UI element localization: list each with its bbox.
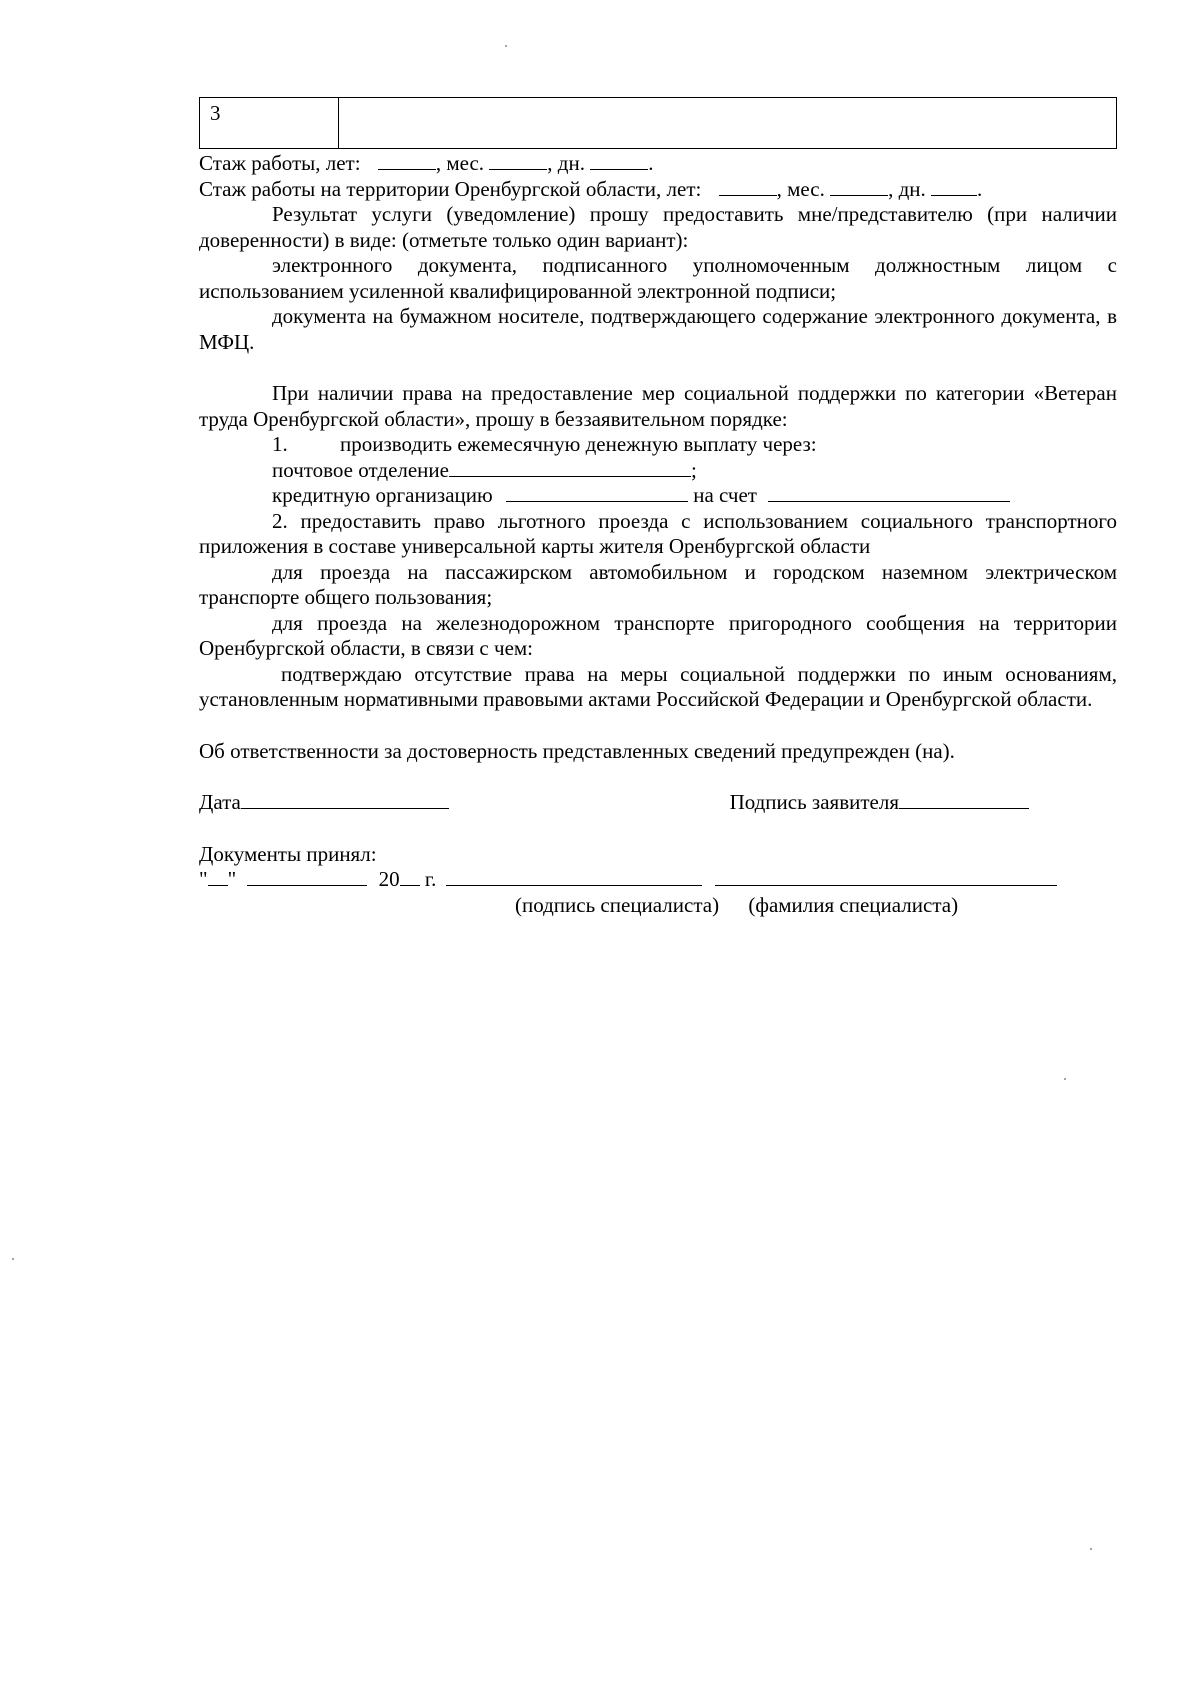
days-blank[interactable] [590,151,648,170]
scan-speck [1064,1078,1066,1080]
credit-org-line[interactable] [199,483,1117,509]
experience-line [199,151,1117,177]
regional-years-blank[interactable] [719,177,777,196]
line-end: . [977,176,983,201]
caption-surname: (фамилия специалиста) [748,892,959,917]
credit-org-blank[interactable] [506,483,688,502]
travel-option-road-transport[interactable]: для проезда на пассажирском автомобильном и городском наземном электрическом транспорте общего пользования; [199,559,1117,609]
responsibility-statement: Об ответственности за достоверность представленных сведений предупрежден (на). [199,738,955,763]
account-blank[interactable] [768,483,1010,502]
accepted-year-blank[interactable] [400,867,420,886]
date-blank[interactable] [241,790,449,809]
item-number: 1. [272,432,288,456]
year-prefix: 20 [378,867,400,891]
caption-signature: (подпись специалиста) [515,892,720,917]
table-cell-number: 3 [200,98,339,148]
signature-row [199,790,1029,816]
date-label: Дата [199,790,241,814]
payment-item-text: производить ежемесячную денежную выплату через: [340,432,817,456]
accepted-day-blank[interactable] [208,867,228,886]
document-page [199,97,1117,918]
post-office-line[interactable] [199,458,1117,484]
account-label: на счет [693,483,757,507]
scan-speck [505,45,507,47]
experience-label: Стаж работы, лет: [199,151,361,175]
post-office-label: почтовое отделение [272,457,449,482]
specialist-surname-blank[interactable] [715,867,1057,886]
months-blank[interactable] [489,151,547,170]
post-office-blank[interactable] [449,458,691,477]
days-label: , дн. [547,151,585,175]
specialist-captions [199,893,1117,919]
regional-months-label: , мес. [776,176,825,201]
regional-days-blank[interactable] [931,177,977,196]
accepted-month-blank[interactable] [247,867,367,886]
travel-right-item: 2. предоставить право льготного проезда с использованием социального транспортного приложения в составе универсальной карты жителя Оренбургской области [199,508,1117,558]
regional-months-blank[interactable] [830,177,888,196]
scan-speck [1090,1548,1092,1550]
line-end: ; [690,457,697,482]
scan-speck [12,1258,14,1260]
quote-close: " [227,867,237,891]
accepted-date-line [199,867,1117,893]
no-other-rights-statement[interactable]: подтверждаю отсутствие права на меры социальной поддержки по иным основаниям, установленным нормативными правовыми актами Российской Федерации и Оренбургской области. [199,661,1117,711]
table-row [199,97,1117,149]
months-label: , мес. [435,151,485,175]
payment-item [199,432,1117,458]
regional-experience-line [199,177,1117,203]
result-option-electronic[interactable]: электронного документа, подписанного уполномоченным должностным лицом с использованием усиленной квалифицированной электронной подписи; [199,253,1117,303]
veteran-intro: При наличии права на предоставление мер социальной поддержки по категории «Ветеран труда Оренбургской области», прошу в беззаявительном порядке: [199,381,1117,431]
line-end: . [648,151,654,175]
travel-option-railway[interactable]: для проезда на железнодорожном транспорте пригородного сообщения на территории Оренбургской области, в связи с чем: [199,610,1117,660]
accepted-label: Документы принял: [199,841,377,866]
result-intro: Результат услуги (уведомление) прошу предоставить мне/представителю (при наличии доверенности) в виде: (отметьте только один вариант): [199,202,1117,252]
years-blank[interactable] [378,151,436,170]
result-option-paper[interactable]: документа на бумажном носителе, подтверждающего содержание электронного документа, в МФЦ. [199,304,1117,354]
date-field[interactable] [199,790,449,816]
applicant-signature-field[interactable] [730,790,1029,816]
regional-days-label: , дн. [888,176,926,201]
applicant-signature-blank[interactable] [899,790,1029,809]
quote-open: " [199,867,208,891]
applicant-signature-label: Подпись заявителя [729,790,899,814]
credit-org-label: кредитную организацию [272,483,493,507]
specialist-signature-blank[interactable] [446,867,702,886]
year-suffix: г. [424,867,437,891]
regional-experience-label: Стаж работы на территории Оренбургской области, лет: [199,176,702,201]
